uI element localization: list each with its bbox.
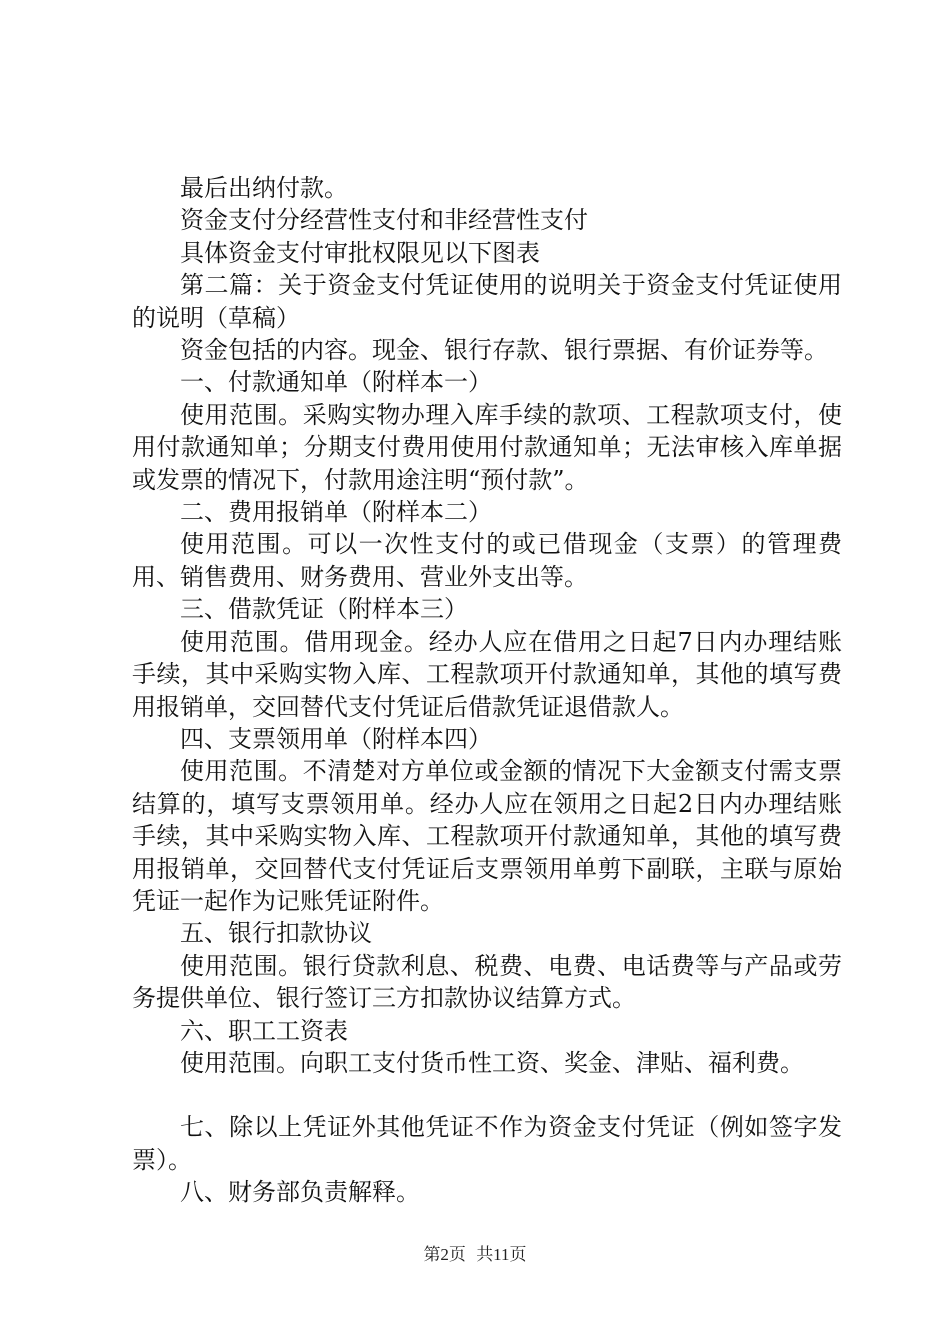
paragraph: 资金包括的内容。现金、银行存款、银行票据、有价证券等。 — [180, 336, 828, 365]
item-heading: 一、付款通知单（附样本一） — [180, 368, 492, 397]
paragraph: 使用范围。银行贷款利息、税费、电费、电话费等与产品或劳务提供单位、银行签订三方扣款协议结算方式。 — [132, 951, 842, 1013]
paragraph: 资金支付分经营性支付和非经营性支付 — [180, 206, 588, 235]
item-heading: 三、借款凭证（附样本三） — [180, 595, 468, 624]
item-heading: 五、银行扣款协议 — [180, 919, 372, 948]
paragraph: 使用范围。不清楚对方单位或金额的情况下大金额支付需支票结算的，填写支票领用单。经办人应在领用之日起2日内办理结账手续，其中采购实物入库、工程款项开付款通知单，其他的填写费用报销单，交回替代支付凭证后支票领用单剪下副联，主联与原始凭证一起作为记账凭证附件。 — [132, 757, 842, 915]
paragraph: 使用范围。采购实物办理入库手续的款项、工程款项支付，使用付款通知单；分期支付费用使用付款通知单；无法审核入库单据或发票的情况下，付款用途注明“预付款”。 — [132, 400, 842, 494]
item-heading: 二、费用报销单（附样本二） — [180, 498, 492, 527]
document-body — [132, 172, 842, 1209]
paragraph: 使用范围。借用现金。经办人应在借用之日起7日内办理结账手续，其中采购实物入库、工程款项开付款通知单，其他的填写费用报销单，交回替代支付凭证后借款凭证退借款人。 — [132, 627, 842, 721]
item-heading: 六、职工工资表 — [180, 1016, 348, 1045]
paragraph: 使用范围。向职工支付货币性工资、奖金、津贴、福利费。 — [180, 1048, 804, 1077]
item-heading: 四、支票领用单（附样本四） — [180, 724, 492, 753]
paragraph: 具体资金支付审批权限见以下图表 — [180, 238, 540, 267]
page-number: 第2页 — [423, 1245, 466, 1264]
page-footer — [0, 1240, 950, 1265]
page-total: 共11页 — [476, 1245, 527, 1264]
paragraph: 八、财务部负责解释。 — [180, 1178, 420, 1207]
paragraph: 七、除以上凭证外其他凭证不作为资金支付凭证（例如签字发票）。 — [132, 1113, 842, 1174]
paragraph: 最后出纳付款。 — [180, 174, 348, 202]
paragraph: 使用范围。可以一次性支付的或已借现金（支票）的管理费用、销售费用、财务费用、营业外支出等。 — [132, 530, 842, 591]
section-heading: 第二篇：关于资金支付凭证使用的说明关于资金支付凭证使用的说明（草稿） — [132, 271, 842, 332]
